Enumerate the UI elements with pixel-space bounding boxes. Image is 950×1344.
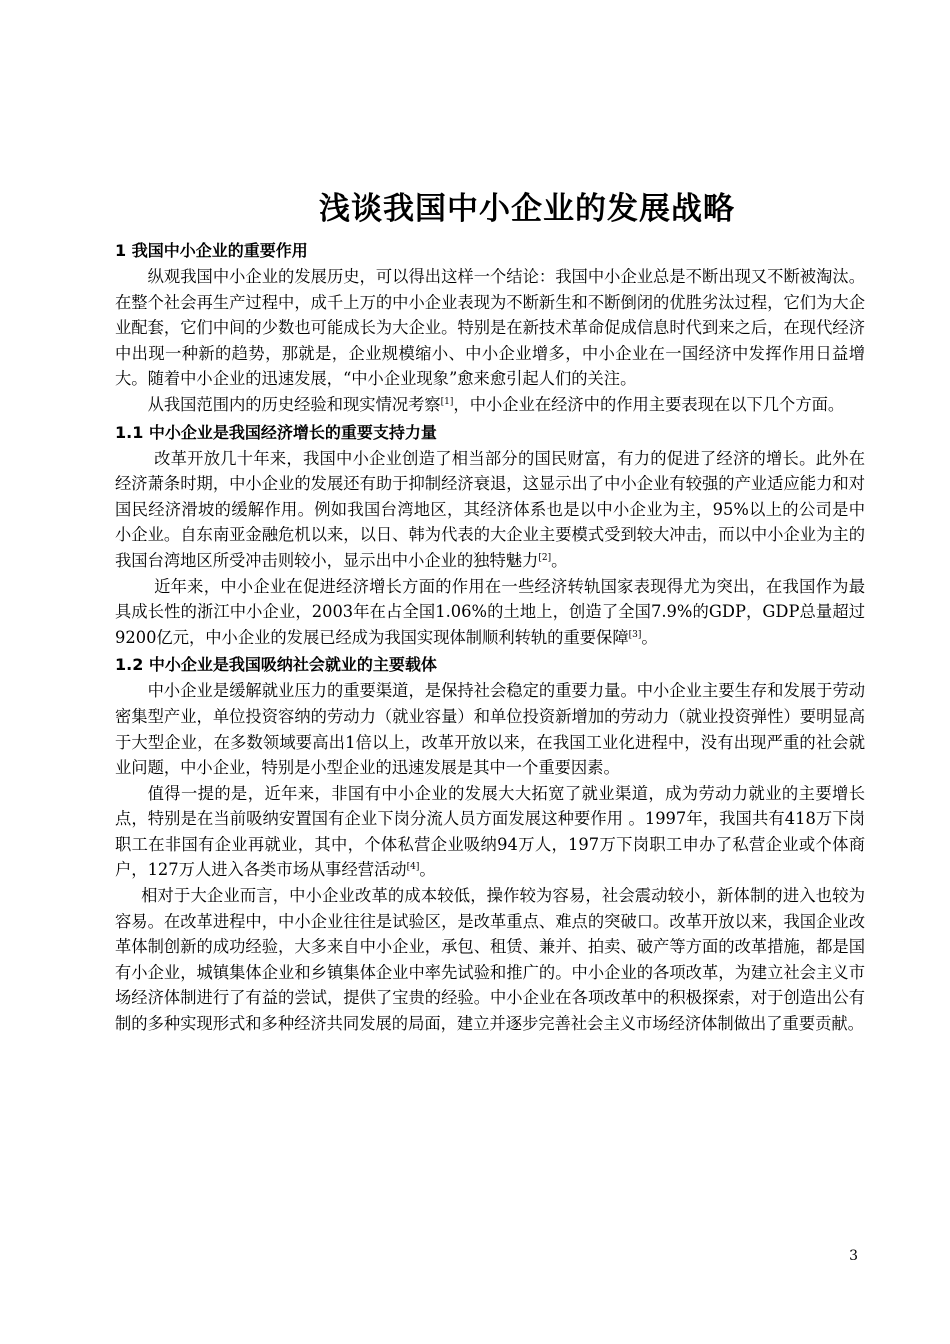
section-heading: 1 我国中小企业的重要作用 (115, 241, 308, 260)
document-body (115, 236, 865, 1037)
document-title: 浅谈我国中小企业的发展战略 (319, 191, 735, 227)
citation-ref: [4] (406, 862, 420, 873)
paragraph (115, 781, 865, 883)
paragraph-text: 值得一提的是，近年来，非国有中小企业的发展大大拓宽了就业渠道，成为劳动力就业的主要增长点，特别是在当前吸纳安置国有企业下岗分流人员方面发展这种要作用 。1997年，我国共有418万下岗职工在非国有企业再就业，其中，个体私营企业吸纳94万人，197万下岗职工申办了私营企业或个体商户，127万人进入各类市场从事经营活动 (115, 783, 865, 880)
page-number: 3 (849, 1248, 858, 1264)
paragraph (115, 574, 865, 651)
paragraph (115, 264, 865, 392)
paragraph-text: 相对于大企业而言，中小企业改革的成本较低，操作较为容易，社会震动较小，新体制的进入也较为容易。在改革进程中，中小企业往往是试验区，是改革重点、难点的突破口。改革开放以来，我国企业改革体制创新的成功经验，大多来自中小企业，承包、租赁、兼并、拍卖、破产等方面的改革措施，都是国有小企业，城镇集体企业和乡镇集体企业中率先试验和推广的。中小企业的各项改革，为建立社会主义市场经济体制进行了有益的尝试，提供了宝贵的经验。中小企业在各项改革中的积极探索，对于创造出公有制的多种实现形式和多种经济共同发展的局面，建立并逐步完善社会主义市场经济体制做出了重要贡献。 (115, 886, 865, 1034)
paragraph-text: 改革开放几十年来，我国中小企业创造了相当部分的国民财富，有力的促进了经济的增长。此外在经济萧条时期，中小企业的发展还有助于抑制经济衰退，这显示出了中小企业有较强的产业适应能力和对国民经济滑坡的缓解作用。例如我国台湾地区，其经济体系也是以中小企业为主，95%以上的公司是中小企业。自东南亚金融危机以来，以日、韩为代表的大企业主要模式受到较大冲击，而以中小企业为主的我国台湾地区所受冲击则较小，显示出中小企业的独特魅力 (115, 448, 865, 570)
paragraph (115, 392, 865, 418)
citation-ref: [3] (628, 629, 642, 640)
section-heading: 1.2 中小企业是我国吸纳社会就业的主要载体 (115, 655, 437, 675)
paragraph-text: ，中小企业在经济中的作用主要表现在以下几个方面。 (453, 394, 845, 414)
paragraph-text: 近年来，中小企业在促进经济增长方面的作用在一些经济转轨国家表现得尤为突出，在我国作为最具成长性的浙江中小企业，2003年在占全国1.06%的土地上，创造了全国7.9%的GDP，GDP总量超过9200亿元，中小企业的发展已经成为我国实现体制顺利转轨的重要保障 (115, 576, 865, 647)
section-heading: 1.1 中小企业是我国经济增长的重要支持力量 (115, 422, 437, 442)
paragraph-text: 纵观我国中小企业的发展历史，可以得出这样一个结论：我国中小企业总是不断出现又不断被淘汰。在整个社会再生产过程中，成千上万的中小企业表现为不断新生和不断倒闭的优胜劣汰过程，它们为大企业配套，它们中间的少数也可能成长为大企业。特别是在新技术革命促成信息时代到来之后，在现代经济中出现一种新的趋势，那就是，企业规模缩小、中小企业增多，中小企业在一国经济中发挥作用日益增大。随着中小企业的迅速发展，“中小企业现象”愈来愈引起人们的关注。 (115, 267, 865, 389)
paragraph (115, 678, 865, 780)
paragraph-text: 。 (551, 550, 568, 570)
citation-ref: [2] (538, 552, 552, 563)
paragraph-text: 。 (641, 627, 658, 647)
paragraph (115, 446, 865, 574)
paragraph-text: 中小企业是缓解就业压力的重要渠道，是保持社会稳定的重要力量。中小企业主要生存和发展于劳动密集型产业，单位投资容纳的劳动力（就业容量）和单位投资新增加的劳动力（就业投资弹性）要明显高于大型企业，在多数领域要高出1倍以上，改革开放以来，在我国工业化进程中，没有出现严重的社会就业问题，中小企业，特别是小型企业的迅速发展是其中一个重要因素。 (115, 681, 865, 778)
paragraph (115, 883, 865, 1037)
citation-ref: [1] (440, 396, 454, 407)
paragraph-text: 。 (419, 860, 436, 880)
paragraph-text: 从我国范围内的历史经验和现实情况考察 (147, 394, 441, 414)
